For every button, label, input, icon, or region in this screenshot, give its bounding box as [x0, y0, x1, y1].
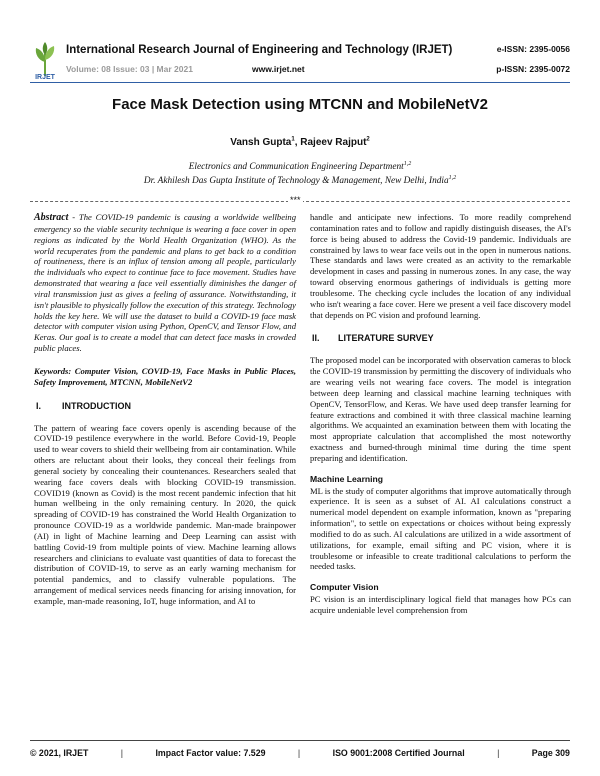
footer-divider-bar: |	[297, 748, 301, 758]
irjet-logo-icon	[30, 40, 60, 80]
journal-header	[30, 40, 570, 80]
abstract-text: - The COVID-19 pandemic is causing a worldwide wellbeing emergency so the viable security technique is wearing a face cover in open regions as indicated by the World Health Organization (WHO). As the world recuperates from the pandemic and plans to get back to a condition of routineness, there is an influx of tension among all people, particularly the individuals who expect to continue face to face movement. Studies have demonstrated that wearing a face veil essentially diminishes the danger of viral transmission just as gives a feeling of assurance. Notwithstanding, it isn't plausible to physically follow the execution of this strategy. Technology holds the key here. We will use the dataset to build a COVID-19 face mask detector with computer vision using Python, OpenCV, and Tensor Flow, and Keras. Our goal is to create a model that can detect face masks in crowded public places.	[34, 212, 296, 354]
abstract-label: Abstract	[34, 212, 69, 223]
computer-vision-paragraph: PC vision is an interdisciplinary logical field that manages how PCs can acquire undeniable level comprehension from	[310, 594, 571, 615]
separator-stars: ***	[290, 196, 301, 205]
section-number: II.	[312, 333, 320, 344]
e-issn: e-ISSN: 2395-0056	[496, 44, 570, 54]
footer-divider-bar: |	[497, 748, 500, 758]
keywords: Keywords: Computer Vision, COVID-19, Face Masks in Public Places, Safety Improvement, MTCNN, MobileNetV2	[34, 365, 296, 387]
footer-page-number: Page 309	[531, 748, 570, 758]
header-divider	[30, 82, 570, 83]
section-separator	[30, 196, 570, 206]
section-number: I.	[36, 400, 42, 411]
section-heading-literature-survey	[310, 333, 571, 344]
svg-text:IRJET: IRJET	[35, 74, 55, 80]
introduction-paragraph: The pattern of wearing face covers openly is ascending because of the COVID-19 pestilence everywhere in the world. Before Covid-19, People used to wear covers to shield their wellbeing from air contamination. While others are reluctant about their looks, they conceal their feelings from general society by concealing their countenances. Researchers sealed that wearing face covers deals with blocking COVID-19 transmission. COVID19 (known as Covid) is the most recent pandemic infection that hit human wellbeing in the only remaining century. In 2020, the quick spreading of COVID-19 has constrained the World Health Organization to pronounce COVID-19 as a worldwide pandemic. Man-made brainpower (AI) in light of Machine learning and Deep Learning can assist with battling Covid-19 from multiple points of view. Machine learning allows researchers and clinicians to evaluate vast quantities of data to forecast the distribution of COVID-19, to serve as an early warning mechanism for potential pandemics, and to classify vulnerable populations. The arrangement of medical services needs financing for arising innovation, for example, man-made reasoning, IoT, huge information, and AI to	[34, 422, 296, 606]
section-heading-introduction	[34, 401, 296, 412]
section-title: LITERATURE SURVEY	[338, 333, 434, 344]
author-list	[0, 137, 600, 148]
footer-divider-bar: |	[120, 748, 124, 758]
footer-impact-factor: Impact Factor value: 7.529	[155, 748, 266, 758]
journal-name: International Research Journal of Engineering and Technology (IRJET)	[66, 44, 453, 56]
author-1: Vansh Gupta	[230, 137, 292, 148]
author-2-affiliation-mark: 2	[366, 136, 370, 143]
subheading-machine-learning: Machine Learning	[310, 473, 384, 484]
author-separator: ,	[294, 137, 301, 148]
paper-title: Face Mask Detection using MTCNN and MobileNetV2	[112, 96, 488, 113]
p-issn: p-ISSN: 2395-0072	[496, 64, 570, 74]
volume-issue: Volume: 08 Issue: 03 | Mar 2021	[66, 64, 193, 74]
page-footer	[30, 744, 570, 762]
footer-iso-certification: ISO 9001:2008 Certified Journal	[332, 748, 465, 758]
journal-website[interactable]: www.irjet.net	[252, 64, 305, 74]
subheading-computer-vision: Computer Vision	[310, 582, 379, 593]
affiliation-institute-mark: 1,2	[448, 174, 457, 181]
affiliation-institute-text: Dr. Akhilesh Das Gupta Institute of Technology & Management, New Delhi, India	[143, 176, 449, 186]
author-1-affiliation-mark: 1	[291, 136, 295, 143]
footer-copyright: © 2021, IRJET	[30, 748, 89, 758]
left-column	[34, 212, 296, 607]
author-2: Rajeev Rajput	[300, 137, 367, 148]
machine-learning-paragraph: ML is the study of computer algorithms that improve automatically through experience. It is seen as a subset of AI. AI calculations construct a numerical model dependent on example information, known as "preparing information", to settle on expectations or choices without being expressly modified to do as such. AI calculations are utilized in a wide assortment of utilizations, for example, email sifting and PC vision, where it is troublesome or infeasible to create traditional calculations to perform the needed tasks.	[310, 485, 571, 572]
affiliation-department	[0, 162, 600, 172]
section-title: INTRODUCTION	[62, 400, 131, 411]
literature-paragraph: The proposed model can be incorporated with observation cameras to block the COVID-19 transmission by permitting the discovery of individuals who are wearing veils not wearing face covers. The model is integration between deep learning and classical machine learning techniques with OpenCV, TensorFlow, and Keras. We have used deep transfer learning for feature extractions and combined it with three classical machine learning algorithms. We acquainted an examination between them with locating the most appropriate calculation that accomplished the most noteworthy exactness and burned-through minimal time during the time spent preparing and identification.	[310, 355, 571, 463]
affiliation-institute	[0, 176, 600, 186]
affiliation-department-text: Electronics and Communication Engineering Department	[188, 162, 404, 172]
introduction-continued-paragraph: handle and anticipate new infections. To more readily comprehend contamination rates and to follow and rapidly distinguish diseases, the AI's force is being abused to address the Covid-19 pandemic. Individuals are constrained by laws to wear face veils out in the open in numerous nations. These standards and laws were created as an activity to the remarkable development in cases and passing in numerous zones. In any case, the way toward observing enormous gatherings of individuals is getting more troublesome. The checking cycle includes the location of any individual who isn't wearing a face cover. Here we present a veil face discovery model that depends on PC vision and profound learning.	[310, 212, 571, 320]
right-column	[310, 212, 571, 616]
footer-divider	[30, 740, 570, 741]
abstract	[34, 212, 296, 354]
affiliation-department-mark: 1,2	[403, 160, 412, 167]
